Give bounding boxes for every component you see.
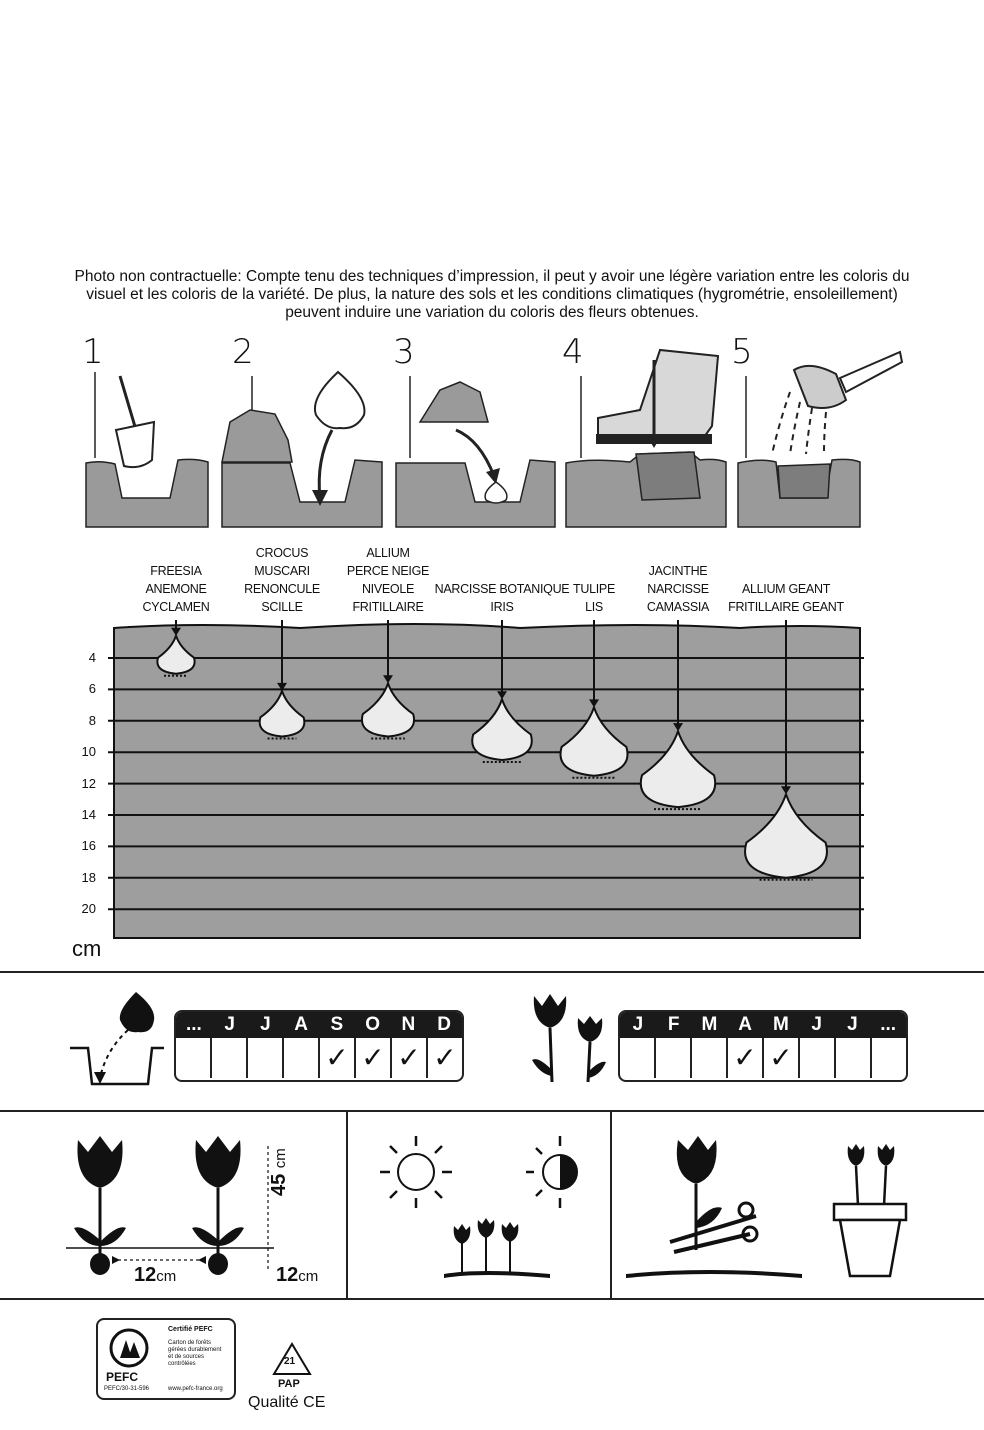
- calendar-cell: [282, 1038, 318, 1078]
- plant-label-line: JACINTHE: [648, 564, 708, 578]
- plant-label-line: NARCISSE BOTANIQUE: [434, 582, 570, 596]
- calendar-cell: [834, 1038, 870, 1078]
- divider-vertical-1: [346, 1110, 348, 1300]
- tulip-bed-icon: [444, 1218, 550, 1278]
- calendar-cell: [690, 1038, 726, 1078]
- pefc-tree-logo: [106, 1328, 152, 1368]
- divider-middle: [0, 1110, 984, 1112]
- plant-height-unit: cm: [272, 1148, 289, 1169]
- pefc-description: Carton de forêts gérées durablement et de sources contrôlées: [168, 1340, 222, 1367]
- calendar-month: M: [772, 1014, 789, 1035]
- calendar-cell: [246, 1038, 282, 1078]
- divider-vertical-2: [610, 1110, 612, 1300]
- plant-label-line: ALLIUM: [366, 546, 410, 560]
- spacing-depth-value: 12: [276, 1264, 299, 1286]
- flowering-calendar: [618, 1010, 908, 1082]
- plant-height: [268, 1148, 291, 1196]
- plant-label-line: CYCLAMEN: [142, 600, 210, 614]
- half-shade-icon: [526, 1136, 577, 1208]
- calendar-month: A: [294, 1014, 308, 1035]
- plant-label-line: FRITILLAIRE GEANT: [728, 600, 844, 614]
- calendar-cell: [176, 1038, 210, 1078]
- depth-unit-label: cm: [72, 936, 102, 961]
- calendar-cell: ✓: [762, 1038, 798, 1078]
- flowering-tulips-icon: [528, 990, 612, 1086]
- spacing-between-bulbs: [134, 1264, 176, 1287]
- plant-label-line: IRIS: [490, 600, 514, 614]
- planting-bulb-icon: [66, 990, 166, 1090]
- plant-label-line: TULIPE: [573, 582, 615, 596]
- quality-label: Qualité CE: [248, 1394, 326, 1411]
- calendar-cell: ✓: [426, 1038, 462, 1078]
- planting-steps-illustration: [0, 330, 984, 530]
- depth-tick-label: 20: [81, 901, 96, 917]
- depth-tick-label: 14: [81, 807, 96, 822]
- calendar-month: N: [401, 1014, 416, 1035]
- pefc-url: www.pefc-france.org: [168, 1386, 223, 1392]
- calendar-month: J: [847, 1014, 858, 1035]
- calendar-month: F: [667, 1014, 680, 1035]
- plant-label-line: RENONCULE: [244, 582, 320, 596]
- calendar-month: ...: [185, 1014, 202, 1035]
- pefc-certification-box: [96, 1318, 236, 1400]
- calendar-cell: ✓: [726, 1038, 762, 1078]
- depth-tick-label: 18: [81, 869, 96, 885]
- depth-tick-label: 6: [88, 681, 96, 697]
- calendar-month: J: [632, 1014, 644, 1035]
- step-number-1: 1: [82, 332, 104, 372]
- recycling-number: 21: [284, 1356, 296, 1367]
- spacing-planting-depth: [276, 1264, 318, 1287]
- step-number-2: 2: [232, 332, 254, 372]
- calendar-month: M: [701, 1014, 718, 1035]
- step-number-5: 5: [731, 332, 753, 372]
- planting-depth-chart: [0, 600, 984, 960]
- plant-label-line: CROCUS: [255, 546, 309, 560]
- pefc-logo-text: PEFC: [106, 1370, 139, 1384]
- soil-area: [114, 624, 860, 938]
- plant-label-line: FRITILLAIRE: [352, 600, 424, 614]
- calendar-cell: [654, 1038, 690, 1078]
- spacing-depth-unit: cm: [298, 1268, 319, 1285]
- depth-tick-label: 4: [88, 650, 96, 665]
- calendar-month: ...: [880, 1014, 897, 1035]
- full-sun-icon: [380, 1136, 452, 1208]
- step-number-3: 3: [393, 332, 415, 372]
- calendar-cell: [798, 1038, 834, 1078]
- calendar-cell: ✓: [354, 1038, 390, 1078]
- plant-label-line: LIS: [585, 600, 603, 614]
- calendar-month: A: [738, 1014, 752, 1035]
- planting-steps: [0, 330, 984, 530]
- divider-bottom: [0, 1298, 984, 1300]
- pefc-code: PEFC/30-31-596: [104, 1386, 150, 1392]
- calendar-cell: [870, 1038, 906, 1078]
- flower-pot-icon: [834, 1144, 906, 1276]
- depth-tick-label: 12: [81, 775, 96, 791]
- plant-label-line: CAMASSIA: [646, 600, 710, 614]
- plant-label-line: ALLIUM GEANT: [741, 582, 831, 596]
- calendar-month: J: [224, 1014, 235, 1035]
- calendar-month: D: [437, 1014, 451, 1035]
- cut-flower-icon: [626, 1136, 802, 1278]
- calendar-cell: [620, 1038, 654, 1078]
- plant-label-line: MUSCARI: [254, 564, 310, 578]
- step-number-4: 4: [562, 332, 584, 372]
- calendar-month: O: [365, 1014, 381, 1035]
- disclaimer-text: Photo non contractuelle: Compte tenu des techniques d’impression, il peut y avoir une légère variation entre les coloris du visuel et les coloris de la variété. De plus, la nature des sols et les conditions climatiques (hygrométrie, ensoleillement) peuvent induire une variation du coloris des fleurs obtenues.: [74, 268, 910, 321]
- plant-label-line: PERCE NEIGE: [346, 564, 430, 578]
- divider-top: [0, 971, 984, 973]
- exposure-icons: [370, 1130, 600, 1286]
- depth-tick-label: 10: [81, 744, 96, 760]
- calendar-month: J: [260, 1014, 271, 1035]
- spacing-between-unit: cm: [156, 1268, 177, 1285]
- calendar-month: S: [330, 1014, 344, 1035]
- calendar-cell: ✓: [318, 1038, 354, 1078]
- plant-label-line: SCILLE: [261, 600, 303, 614]
- plant-label-line: FREESIA: [150, 564, 202, 578]
- calendar-cell: ✓: [390, 1038, 426, 1078]
- plant-label-line: ANEMONE: [145, 582, 207, 596]
- pefc-title: Certifié PEFC: [168, 1326, 213, 1333]
- calendar-cell: [210, 1038, 246, 1078]
- depth-tick-label: 8: [88, 712, 96, 728]
- depth-tick-label: 16: [81, 838, 96, 854]
- plant-label-line: NARCISSE: [647, 582, 709, 596]
- planting-calendar: [174, 1010, 464, 1082]
- recycling-code: PAP: [278, 1378, 300, 1390]
- plant-height-value: 45: [268, 1173, 290, 1196]
- plant-label-line: NIVEOLE: [361, 582, 415, 596]
- spacing-between-value: 12: [134, 1264, 157, 1286]
- cut-flower-and-pot-icons: [626, 1130, 976, 1286]
- calendar-month: J: [811, 1014, 822, 1035]
